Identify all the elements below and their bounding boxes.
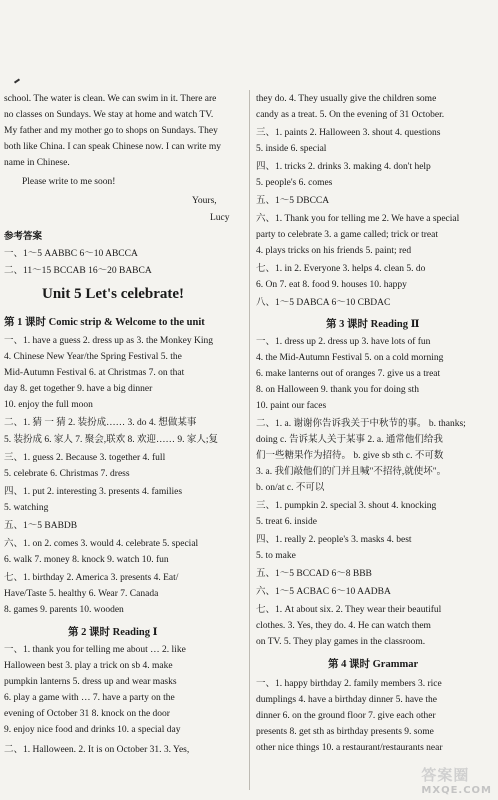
- section-4-title: 第 4 课时 Grammar: [328, 659, 419, 670]
- s1-line: Have/Taste 5. healthy 6. Wear 7. Canada: [4, 589, 159, 599]
- r-line: 5. inside 6. special: [256, 144, 327, 154]
- s1-line: day 8. get together 9. have a big dinner: [4, 384, 153, 394]
- s3-line: clothes. 3. Yes, they do. 4. He can watch them: [256, 621, 431, 631]
- letter-yours: Yours,: [192, 196, 217, 206]
- s1-line: 一、1. have a guess 2. dress up as 3. the Monkey King: [4, 336, 213, 346]
- s1-line: 6. walk 7. money 8. knock 9. watch 10. fun: [4, 555, 169, 565]
- s3-line: 三、1. pumpkin 2. special 3. shout 4. knocking: [256, 501, 437, 511]
- s3-line: 六、1～5 ACBAC 6～10 AADBA: [256, 587, 391, 597]
- s3-line: 四、1. really 2. people's 3. masks 4. best: [256, 535, 412, 545]
- s3-line: 4. the Mid-Autumn Festival 5. on a cold morning: [256, 353, 444, 363]
- s2-line: pumpkin lanterns 5. dress up and wear masks: [4, 677, 177, 687]
- letter-line-4: both like China. I can speak Chinese now. I can write my: [4, 142, 222, 152]
- s3-line: 5. to make: [256, 551, 296, 561]
- s2-line: 二、1. Halloween. 2. It is on October 31. 3. Yes,: [4, 745, 190, 755]
- s4-line: 一、1. happy birthday 2. family members 3. rice: [256, 679, 442, 689]
- s3-line: on TV. 5. They play games in the classroom.: [256, 637, 426, 647]
- s3-line: doing c. 告诉某人关于某事 2. a. 通常他们给我: [256, 435, 443, 445]
- s3-line: 8. on Halloween 9. thank you for doing sth: [256, 385, 420, 395]
- watermark-url: MXQE.COM: [421, 785, 492, 796]
- s2-line: 6. play a game with … 7. have a party on the: [4, 693, 175, 703]
- s3-line: 五、1～5 BCCAD 6～8 BBB: [256, 569, 372, 579]
- s3-line: 10. paint our faces: [256, 401, 327, 411]
- s1-line: 六、1. on 2. comes 3. would 4. celebrate 5. special: [4, 539, 199, 549]
- s1-line: 4. Chinese New Year/the Spring Festival 5. the: [4, 352, 182, 362]
- s1-line: 二、1. 猜 一 猜 2. 装扮成…… 3. do 4. 想做某事: [4, 418, 197, 428]
- s3-line: 七、1. At about six. 2. They wear their beautiful: [256, 605, 442, 615]
- r-line: 三、1. paints 2. Halloween 3. shout 4. questions: [256, 128, 441, 138]
- section-3-title: 第 3 课时 Reading Ⅱ: [326, 319, 420, 330]
- s1-line: Mid-Autumn Festival 6. at Christmas 7. on that: [4, 368, 185, 378]
- letter-line-5: name in Chinese.: [4, 158, 70, 168]
- r-line: 八、1～5 DABCA 6～10 CBDAC: [256, 298, 391, 308]
- s2-line: Halloween best 3. play a trick on sb 4. make: [4, 661, 173, 671]
- s3-line: 一、1. dress up 2. dress up 3. have lots of fun: [256, 337, 431, 347]
- section-1-title: 第 1 课时 Comic strip & Welcome to the unit: [4, 317, 205, 328]
- r-line: party to celebrate 3. a game called; trick or treat: [256, 230, 438, 240]
- r-line: 五、1～5 DBCCA: [256, 196, 330, 206]
- watermark-brand: 答案圈: [421, 766, 470, 784]
- s1-line: 8. games 9. parents 10. wooden: [4, 605, 124, 615]
- s1-line: 10. enjoy the full moon: [4, 400, 93, 410]
- s4-line: other nice things 10. a restaurant/restaurants near: [256, 743, 443, 753]
- s4-line: presents 8. get sth as birthday presents 9. some: [256, 727, 434, 737]
- r-line: candy as a treat. 5. On the evening of 31 October.: [256, 110, 445, 120]
- r-line: 四、1. tricks 2. drinks 3. making 4. don't help: [256, 162, 431, 172]
- letter-line-3: My father and my mother go to shops on Sundays. They: [4, 126, 218, 136]
- s1-line: 5. watching: [4, 503, 49, 513]
- r-line: 七、1. in 2. Everyone 3. helps 4. clean 5. do: [256, 264, 426, 274]
- r-line: 六、1. Thank you for telling me 2. We have a special: [256, 214, 460, 224]
- s1-line: 五、1～5 BABDB: [4, 521, 78, 531]
- s2-line: evening of October 31 8. knock on the door: [4, 709, 170, 719]
- s1-line: 三、1. guess 2. Because 3. together 4. full: [4, 453, 166, 463]
- r-line: 6. On 7. eat 8. food 9. houses 10. happy: [256, 280, 407, 290]
- ref-line-1: 一、1～5 AABBC 6～10 ABCCA: [4, 249, 138, 259]
- letter-line-2: no classes on Sundays. We stay at home and watch TV.: [4, 110, 214, 120]
- s1-line: 5. celebrate 6. Christmas 7. dress: [4, 469, 130, 479]
- letter-signature: Lucy: [210, 213, 230, 223]
- s2-line: 9. enjoy nice food and drinks 10. a special day: [4, 725, 181, 735]
- site-watermark: [421, 764, 492, 796]
- ref-line-2: 二、11～15 BCCAB 16～20 BABCA: [4, 266, 152, 276]
- s1-line: 四、1. put 2. interesting 3. presents 4. families: [4, 487, 183, 497]
- reference-answers-heading: 参考答案: [4, 232, 43, 242]
- pen-mark: [14, 78, 20, 83]
- s1-line: 5. 装扮成 6. 家人 7. 聚会,联欢 8. 欢迎…… 9. 家人;复: [4, 435, 219, 445]
- letter-closing: Please write to me soon!: [22, 177, 116, 187]
- r-line: they do. 4. They usually give the children some: [256, 94, 437, 104]
- s3-line: 二、1. a. 谢谢你告诉我关于中秋节的事。 b. thanks;: [256, 419, 466, 429]
- s3-line: 们一些糖果作为招待。 b. give sb sth c. 不可数: [256, 451, 444, 461]
- s3-line: b. on/at c. 不可以: [256, 483, 325, 493]
- s1-line: 七、1. birthday 2. America 3. presents 4. Eat/: [4, 573, 179, 583]
- s3-line: 6. make lanterns out of oranges 7. give us a treat: [256, 369, 441, 379]
- r-line: 4. plays tricks on his friends 5. paint; red: [256, 246, 412, 256]
- section-2-title: 第 2 课时 Reading Ⅰ: [68, 627, 158, 638]
- s3-line: 3. a. 我们敲他们的门并且喊"不招待,就使坏"。: [256, 467, 447, 477]
- column-divider: [249, 90, 250, 790]
- s3-line: 5. treat 6. inside: [256, 517, 317, 527]
- r-line: 5. people's 6. comes: [256, 178, 333, 188]
- letter-line-1: school. The water is clean. We can swim in it. There are: [4, 94, 217, 104]
- s4-line: dinner 6. on the ground floor 7. give each other: [256, 711, 436, 721]
- s4-line: dumplings 4. have a birthday dinner 5. have the: [256, 695, 437, 705]
- unit-title: Unit 5 Let's celebrate!: [42, 286, 185, 302]
- s2-line: 一、1. thank you for telling me about … 2. like: [4, 645, 186, 655]
